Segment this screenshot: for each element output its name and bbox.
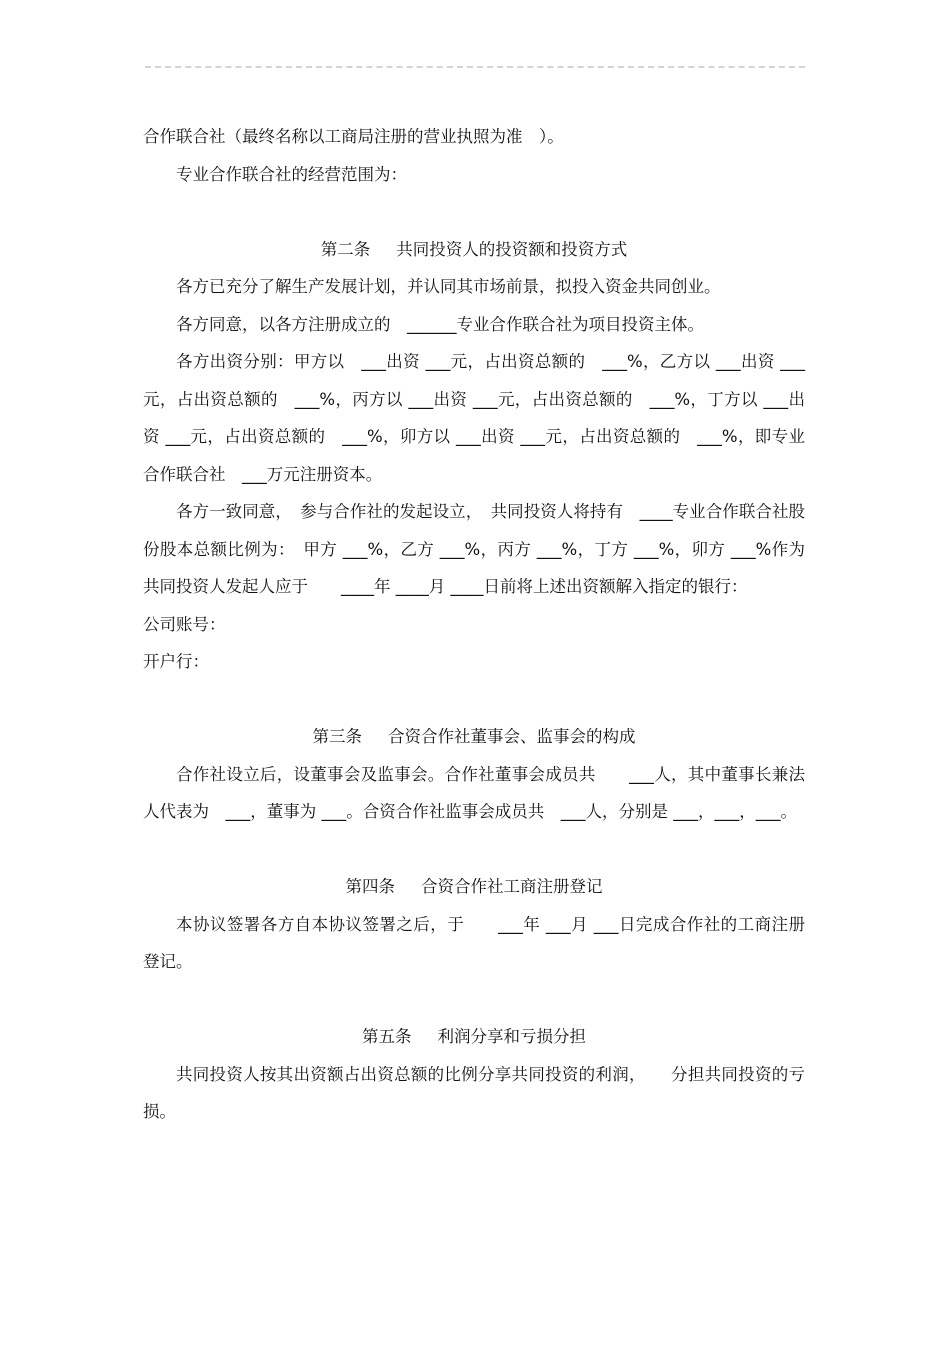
article-4-paragraph: 本协议签署各方自本协议签署之后，于 ___年 ___月 ___日完成合作社的工商注册登记。 — [143, 914, 805, 971]
article-5-paragraph: 共同投资人按其出资额占出资总额的比例分享共同投资的利润， 分担共同投资的亏损。 — [143, 1064, 805, 1121]
article-2-title: 共同投资人的投资额和投资方式 — [396, 239, 628, 259]
article-3-number: 第三条 — [312, 727, 362, 746]
header-rule — [145, 66, 805, 68]
bank-label: 开户行： — [143, 652, 209, 671]
article-4-heading — [143, 868, 805, 906]
document-body — [143, 118, 805, 1131]
article-2-paragraph: 各方已充分了解生产发展计划，并认同其市场前景，拟投入资金共同创业。 — [176, 277, 721, 296]
intro-line: 合作联合社（最终名称以工商局注册的营业执照为准 ）。 — [143, 127, 564, 146]
article-4-number: 第四条 — [345, 877, 395, 896]
article-2-number: 第二条 — [320, 239, 371, 259]
article-5-title: 利润分享和亏损分担 — [437, 1027, 586, 1046]
article-2-paragraph: 各方出资分别：甲方以 ___出资 ___元，占出资总额的 ___%，乙方以 ___出资 ___元，占出资总额的 ___%，丙方以 ___出资 ___元，占出资总额的 ___%，丁方以 ___出资 ___元，占出资总额的 ___%，卯方以 ___出资 ___元，占出资总额的 ___%，即专业合作联合社 ___万元注册资本。 — [143, 352, 805, 484]
article-3-heading — [143, 718, 805, 756]
article-2-heading — [143, 231, 805, 269]
article-5-number: 第五条 — [362, 1027, 412, 1046]
article-2-paragraph: 各方一致同意， 参与合作社的发起设立， 共同投资人将持有 ____专业合作联合社股份股本总额比例为： 甲方 ___%，乙方 ___%，丙方 ___%，丁方 ___%，卯方 ___%作为共同投资人发起人应于 ____年 ____月 ____日前将上述出资额解入指定的银行： — [143, 502, 805, 596]
article-2-paragraph: 各方同意，以各方注册成立的 ______专业合作联合社为项目投资主体。 — [176, 314, 704, 334]
scope-line: 专业合作联合社的经营范围为： — [176, 164, 407, 184]
article-3-paragraph: 合作社设立后，设董事会及监事会。合作社董事会成员共 ___人，其中董事长兼法人代表为 ___，董事为 ___。合资合作社监事会成员共 ___人，分别是 ___，___，___。 — [143, 764, 805, 821]
account-label: 公司账号： — [143, 614, 226, 634]
article-4-title: 合资合作社工商注册登记 — [421, 877, 603, 896]
article-3-title: 合资合作社董事会、监事会的构成 — [388, 727, 636, 746]
article-5-heading — [143, 1018, 805, 1056]
